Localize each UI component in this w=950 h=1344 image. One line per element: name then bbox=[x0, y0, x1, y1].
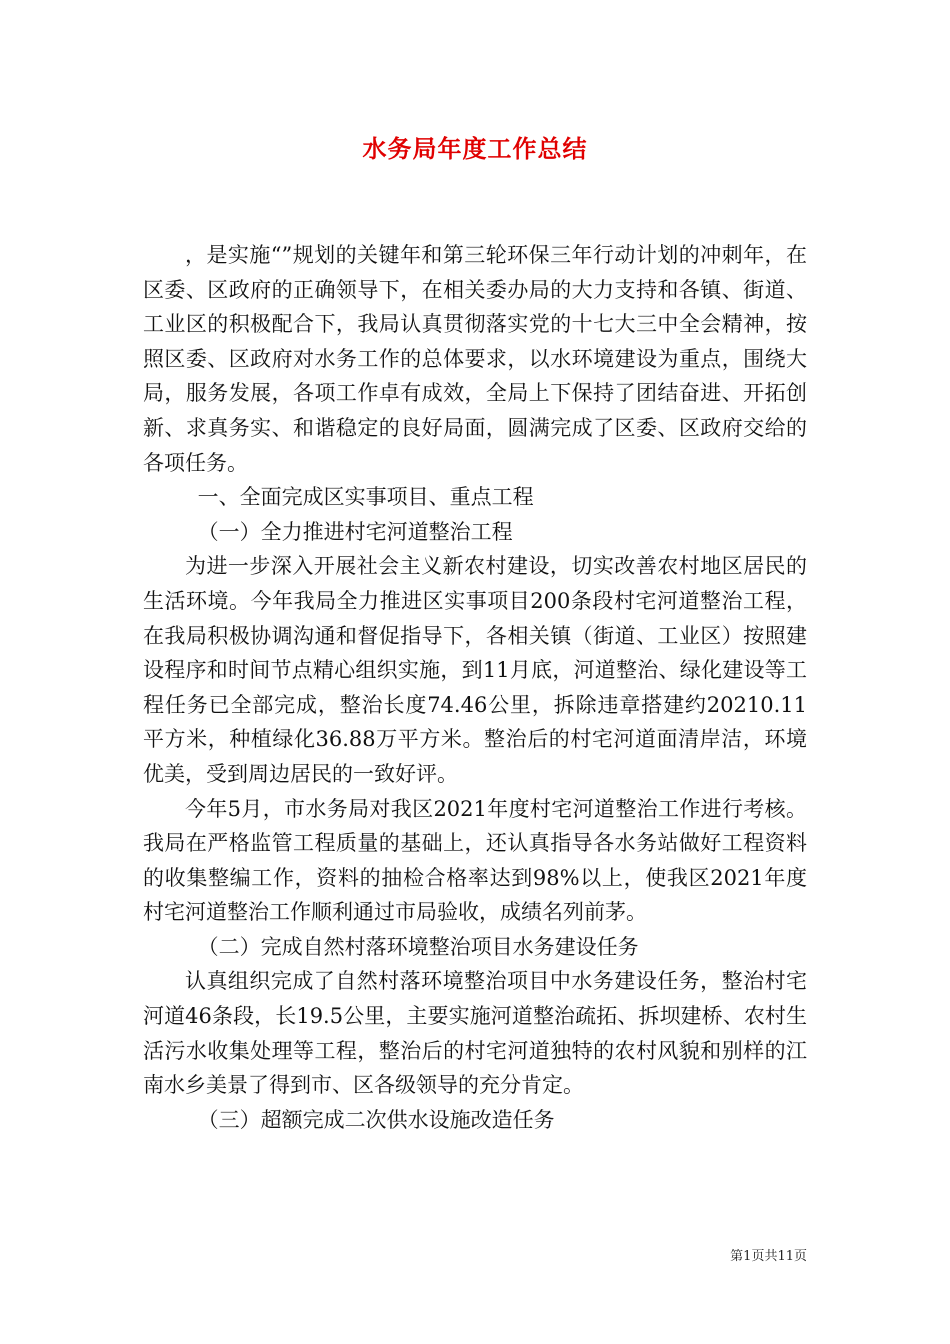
document-body bbox=[143, 238, 807, 1137]
paragraph-village-environment: 认真组织完成了自然村落环境整治项目中水务建设任务，整治村宅河道46条段，长19.5公里，主要实施河道整治疏拓、拆坝建桥、农村生活污水收集处理等工程，整治后的村宅河道独特的农村风貌和别样的江南水乡美景了得到市、区各级领导的充分肯定。 bbox=[143, 969, 807, 1098]
page-number-footer: 第1页共11页 bbox=[730, 1249, 807, 1264]
paragraph-intro: ，是实施“”规划的关键年和第三轮环保三年行动计划的冲刺年，在区委、区政府的正确领导下，在相关委办局的大力支持和各镇、街道、工业区的积极配合下，我局认真贯彻落实党的十七大三中全会精神，按照区委、区政府对水务工作的总体要求，以水环境建设为重点，围绕大局，服务发展，各项工作卓有成效，全局上下保持了团结奋进、开拓创新、求真务实、和谐稳定的良好局面，圆满完成了区委、区政府交给的各项任务。 bbox=[143, 243, 807, 475]
subsection-heading-1: （一）全力推进村宅河道整治工程 bbox=[197, 519, 513, 544]
paragraph-river-project: 为进一步深入开展社会主义新农村建设，切实改善农村地区居民的生活环境。今年我局全力推进区实事项目200条段村宅河道整治工程，在我局积极协调沟通和督促指导下，各相关镇（街道、工业区）按照建设程序和时间节点精心组织实施，到11月底，河道整治、绿化建设等工程任务已全部完成，整治长度74.46公里，拆除违章搭建约20210.11平方米，种植绿化36.88万平方米。整治后的村宅河道面清岸洁，环境优美，受到周边居民的一致好评。 bbox=[143, 554, 807, 786]
subsection-heading-2: （二）完成自然村落环境整治项目水务建设任务 bbox=[197, 934, 639, 959]
subsection-heading-3: （三）超额完成二次供水设施改造任务 bbox=[197, 1107, 555, 1132]
document-title: 水务局年度工作总结 bbox=[362, 134, 588, 163]
paragraph-assessment: 今年5月，市水务局对我区2021年度村宅河道整治工作进行考核。我局在严格监管工程质量的基础上，还认真指导各水务站做好工程资料的收集整编工作，资料的抽检合格率达到98%以上，使我区2021年度村宅河道整治工作顺利通过市局验收，成绩名列前茅。 bbox=[143, 796, 807, 925]
section-heading-1: 一、全面完成区实事项目、重点工程 bbox=[197, 485, 534, 510]
